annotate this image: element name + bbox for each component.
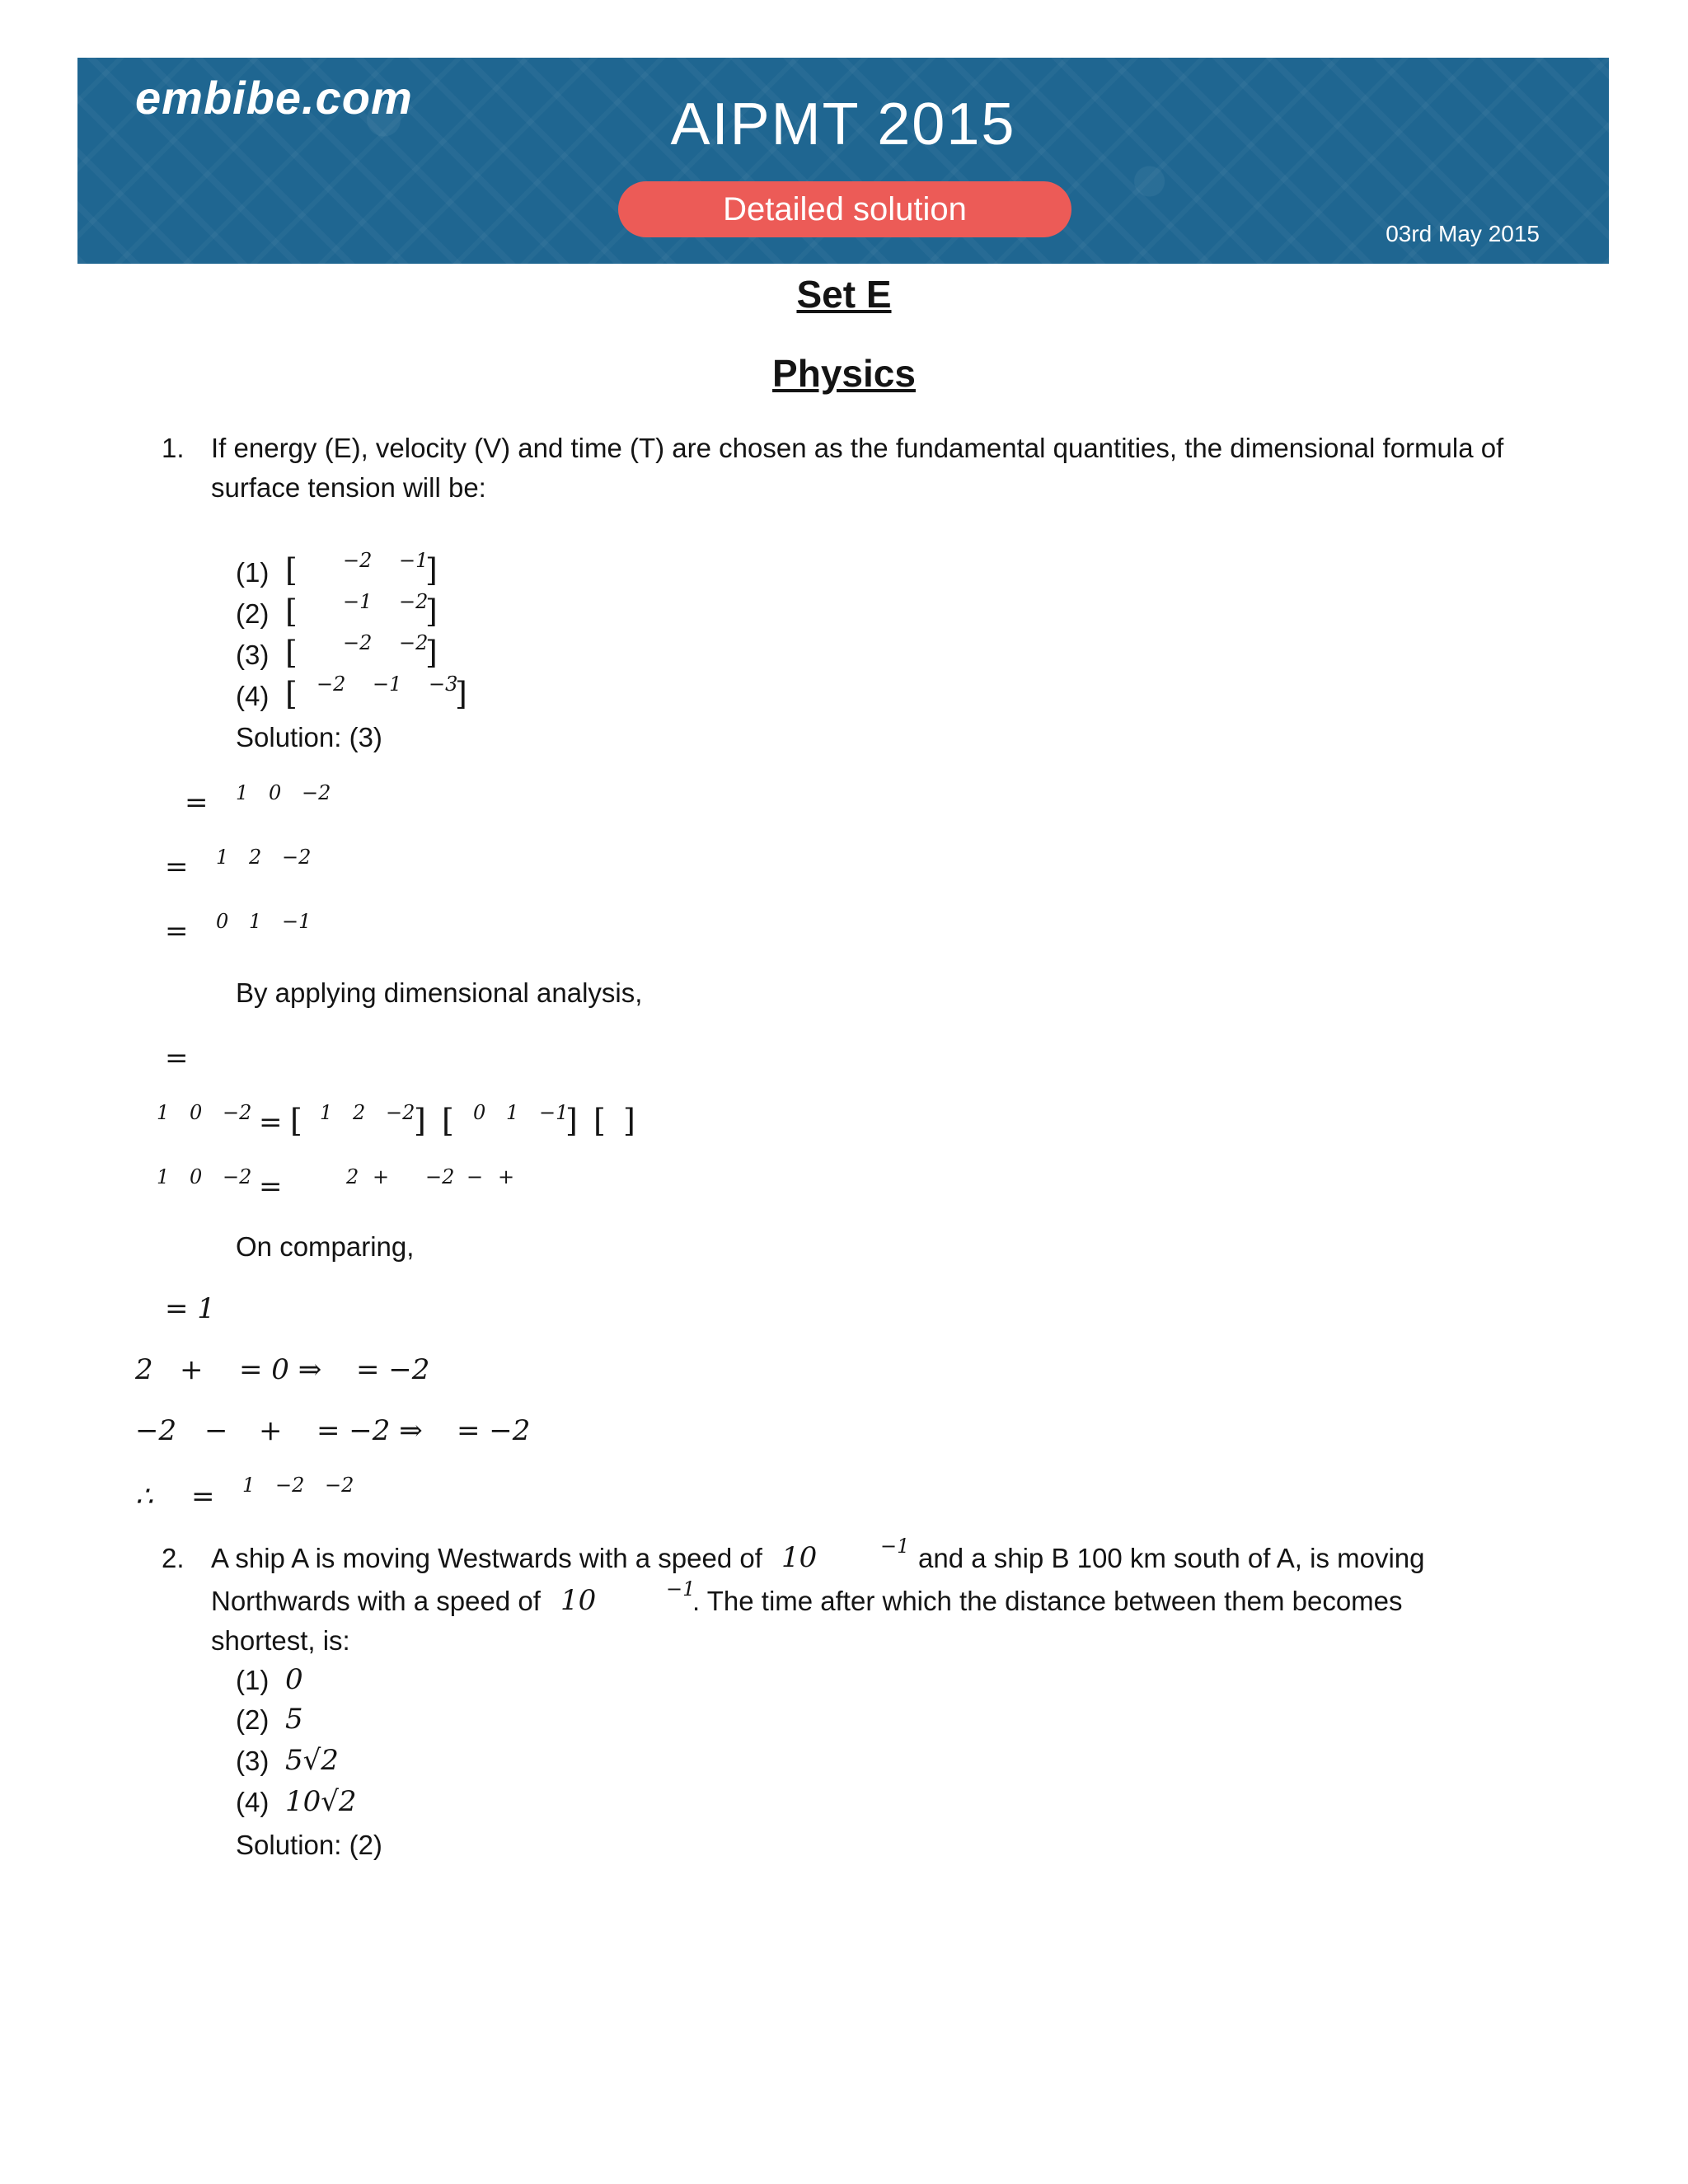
header-banner bbox=[77, 58, 1609, 264]
exponent: −2 bbox=[316, 673, 346, 696]
question-text-line: If energy (E), velocity (V) and time (T) are chosen as the fundamental quantities, the dimensional formula of bbox=[211, 433, 1504, 463]
option-value: 5√2 bbox=[285, 1744, 339, 1777]
question-text-line: surface tension will be: bbox=[211, 472, 486, 503]
detailed-solution-badge: Detailed solution bbox=[618, 181, 1071, 237]
exponent: −1 bbox=[880, 1535, 910, 1558]
exponent: −2 bbox=[325, 1474, 354, 1497]
open-bracket: [ bbox=[285, 635, 298, 671]
math-term: = −2 ⇒ bbox=[316, 1414, 423, 1447]
exponent: −1 bbox=[666, 1577, 696, 1601]
exponent: 1 bbox=[236, 781, 249, 804]
question-text-line: Northwards with a speed of bbox=[211, 1586, 541, 1616]
question-number: 2. bbox=[162, 1543, 185, 1573]
set-heading: Set E bbox=[796, 273, 892, 316]
solution-answer: Solution: (3) bbox=[236, 722, 382, 752]
exam-title: AIPMT 2015 bbox=[670, 91, 1016, 157]
comparison-result: = 1 bbox=[165, 1292, 215, 1325]
open-bracket: [ bbox=[285, 593, 298, 630]
option-label: (3) bbox=[236, 1746, 270, 1776]
exponent-term: 2 bbox=[346, 1165, 359, 1188]
speed-value: 10 bbox=[781, 1541, 818, 1574]
exponent: −1 bbox=[282, 910, 312, 933]
question-number: 1. bbox=[162, 433, 185, 463]
equals-sign: = bbox=[185, 786, 209, 819]
exponent: 0 bbox=[216, 910, 229, 933]
exponent: −2 bbox=[223, 1165, 252, 1188]
exponent: −1 bbox=[373, 673, 402, 696]
speed-value: 10 bbox=[560, 1584, 597, 1617]
math-term: = −2 bbox=[457, 1414, 531, 1447]
equals-sign: = bbox=[165, 1042, 189, 1075]
exponent-term: −2 bbox=[425, 1165, 455, 1188]
exponent: −1 bbox=[399, 549, 429, 572]
equals-sign: = bbox=[191, 1480, 215, 1513]
option-label: (1) bbox=[236, 1665, 270, 1695]
question-text-line: and a ship B 100 km south of A, is moving bbox=[918, 1543, 1425, 1573]
math-term: = −2 bbox=[356, 1353, 430, 1386]
close-bracket: ] bbox=[623, 1103, 635, 1139]
equals-sign: = bbox=[165, 851, 189, 883]
exponent: −2 bbox=[343, 631, 373, 654]
math-term: = 0 ⇒ bbox=[239, 1353, 322, 1386]
exponent: −2 bbox=[302, 781, 331, 804]
open-bracket: [ bbox=[593, 1103, 606, 1139]
therefore-symbol: ∴ bbox=[135, 1480, 153, 1513]
exponent: −3 bbox=[429, 673, 458, 696]
option-label: (2) bbox=[236, 1704, 270, 1735]
close-bracket: ] bbox=[425, 593, 438, 630]
option-label: (2) bbox=[236, 598, 270, 629]
option-label: (4) bbox=[236, 1787, 270, 1817]
exponent: −1 bbox=[343, 590, 373, 613]
solution-answer: Solution: (2) bbox=[236, 1830, 382, 1860]
open-bracket: [ bbox=[285, 552, 298, 588]
option-label: (3) bbox=[236, 640, 270, 670]
option-label: (1) bbox=[236, 557, 270, 588]
analysis-text: By applying dimensional analysis, bbox=[236, 977, 643, 1008]
exponent: 0 bbox=[269, 781, 282, 804]
open-bracket: [ bbox=[442, 1103, 454, 1139]
exponent: −1 bbox=[539, 1101, 569, 1124]
math-term: − bbox=[204, 1414, 228, 1447]
exponent: 0 bbox=[473, 1101, 486, 1124]
exponent: 0 bbox=[190, 1165, 203, 1188]
exponent: −2 bbox=[399, 631, 429, 654]
equals-sign: = bbox=[259, 1106, 283, 1139]
exponent: 2 bbox=[249, 846, 262, 869]
option-value: 0 bbox=[285, 1663, 303, 1696]
exponent: −2 bbox=[223, 1101, 252, 1124]
math-term: −2 bbox=[135, 1414, 177, 1447]
exponent: −2 bbox=[275, 1474, 305, 1497]
question-text-line: shortest, is: bbox=[211, 1625, 350, 1656]
exponent-term: − bbox=[467, 1165, 484, 1188]
open-bracket: [ bbox=[290, 1103, 302, 1139]
exponent: 2 bbox=[353, 1101, 366, 1124]
subject-heading: Physics bbox=[772, 352, 916, 395]
question-text-line: A ship A is moving Westwards with a speed of bbox=[211, 1543, 762, 1573]
exponent: −2 bbox=[386, 1101, 415, 1124]
question-text-line: . The time after which the distance between them becomes bbox=[692, 1586, 1403, 1616]
option-value: 10√2 bbox=[285, 1785, 357, 1818]
exponent: −2 bbox=[282, 846, 312, 869]
close-bracket: ] bbox=[565, 1103, 578, 1139]
equals-sign: = bbox=[259, 1170, 283, 1203]
close-bracket: ] bbox=[425, 635, 438, 671]
math-term: + bbox=[259, 1414, 283, 1447]
exponent: 0 bbox=[190, 1101, 203, 1124]
exponent: −2 bbox=[343, 549, 373, 572]
equals-sign: = bbox=[165, 915, 189, 948]
exponent: 1 bbox=[157, 1165, 170, 1188]
exam-date: 03rd May 2015 bbox=[1386, 221, 1540, 246]
close-bracket: ] bbox=[414, 1103, 426, 1139]
close-bracket: ] bbox=[425, 552, 438, 588]
math-term: + bbox=[180, 1353, 204, 1386]
exponent-term: + bbox=[498, 1165, 515, 1188]
exponent: 1 bbox=[216, 846, 229, 869]
exponent-term: + bbox=[373, 1165, 390, 1188]
exponent: 1 bbox=[157, 1101, 170, 1124]
option-value: 5 bbox=[285, 1703, 303, 1736]
comparing-text: On comparing, bbox=[236, 1231, 415, 1262]
math-term: 2 bbox=[135, 1353, 153, 1386]
embibe-logo: embibe.com bbox=[135, 72, 413, 124]
open-bracket: [ bbox=[285, 676, 298, 712]
exponent: 1 bbox=[320, 1101, 333, 1124]
close-bracket: ] bbox=[455, 676, 467, 712]
exponent: 1 bbox=[242, 1474, 256, 1497]
option-label: (4) bbox=[236, 681, 270, 711]
exponent: 1 bbox=[506, 1101, 519, 1124]
exponent: 1 bbox=[249, 910, 262, 933]
exponent: −2 bbox=[399, 590, 429, 613]
